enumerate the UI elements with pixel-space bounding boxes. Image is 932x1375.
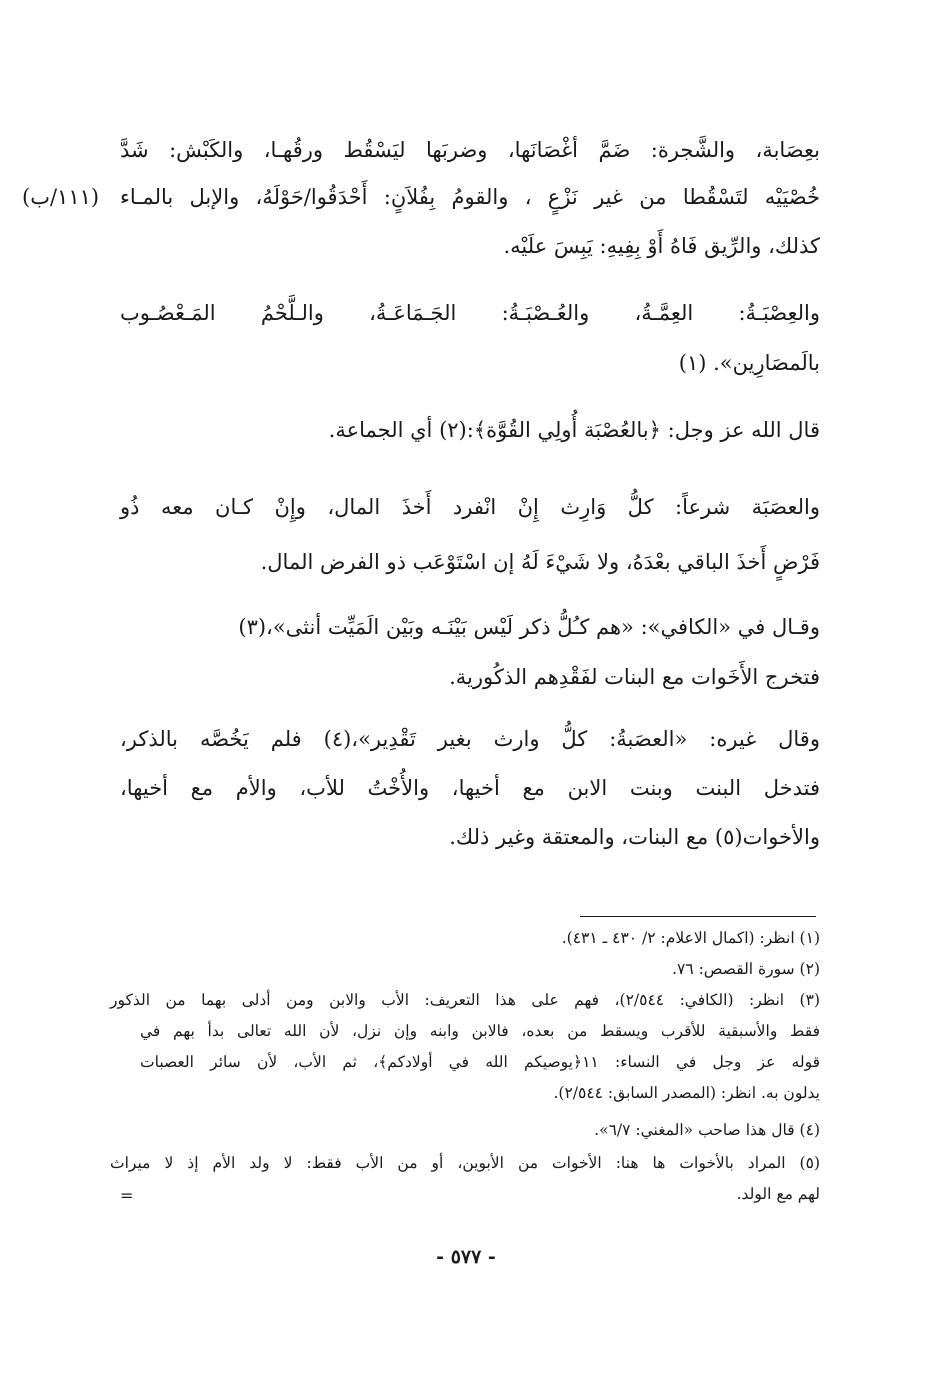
- text-line: وقال غيره: «العصَبةُ: كلُّ وارث بغير تَقْدِير»،(٤) فلم يَخُصَّه بالذكر،: [120, 727, 820, 751]
- text-line: بالَمصَارِين». (١): [678, 351, 820, 375]
- manuscript-folio-note: (١١١/ب): [22, 185, 100, 209]
- text-line: فتدخل البنت وبنت الابن مع أخيها، والأُخْتُ للأب، والأم مع أخيها،: [120, 776, 820, 800]
- text-line: والعِصْبَـةُ: العِمَّـةُ، والعُـصْبَـةُ: الجَـمَاعَـةُ، والـلَّحْمُ المَـعْصُـوب: [120, 301, 820, 325]
- text-line: خُصْيَيْه لتَسْقُطا من غير نَزْعٍ ، والقومُ بِفُلاَنٍ: أَحْدَقُوا/حَوْلَهُ، والإبل بالمـاء: [120, 185, 820, 209]
- footnote-line: يدلون به. انظر: (المصدر السابق: ٢/٥٤٤).: [553, 1084, 820, 1102]
- footnote-line: (٤) قال هذا صاحب «المغني: ٦/٧».: [594, 1121, 820, 1139]
- footnote-separator: [580, 916, 816, 917]
- text-line: والأخوات(٥) مع البنات، والمعتقة وغير ذلك.: [449, 825, 820, 849]
- footnote-line: (١) انظر: (اكمال الاعلام: ٢/ ٤٣٠ ـ ٤٣١).: [561, 929, 820, 947]
- text-line: بعِصَابة، والشَّجرة: ضَمَّ أغْصَانَها، وضربَها ليَسْقُط ورقُهـا، والكَبْش: شَدَّ: [120, 138, 820, 162]
- footnote-line: (٣) انظر: (الكافي: ٢/٥٤٤)، فهم على هذا التعريف: الأب والابن ومن أدلى بهما من الذكور: [110, 991, 820, 1009]
- text-line: قال الله عز وجل: ﴿بالعُصْبَة أُولِي القُوَّة﴾:(٢) أي الجماعة.: [328, 418, 820, 442]
- text-line: وقـال في «الكافي»: «هم كـُلُّ ذكر لَيْس بَيْنَـه وبَيْن الَمَيِّت أنثى»،(٣): [238, 615, 820, 639]
- text-line: والعصَبَة شرعاً: كلُّ وَارِث إِنْ انْفرد أَخذَ المال، وإِنْ كـان معه ذُو: [120, 495, 820, 519]
- footnote-line: قوله عز وجل في النساء: ١١﴿يوصيكم الله في أولادكم﴾، ثم الأب، لأن سائر العصبات: [140, 1053, 820, 1071]
- footnote-line: لهم مع الولد.: [736, 1185, 820, 1203]
- text-line: كذلك، والرِّيق فَاهُ أَوْ بِفِيهِ: يَبِسَ علَيْه.: [503, 234, 820, 258]
- footnote-line: (٥) المراد بالأخوات ها هنا: الأخوات من الأبوين، أو من الأب فقط: لا ولد الأم إذ لا ميراث: [110, 1154, 820, 1172]
- page-number: - ٥٧٧ -: [436, 1246, 496, 1268]
- footnote-line: (٢) سورة القصص: ٧٦.: [672, 960, 820, 978]
- footnote-line: فقط والأسبقية للأقرب ويسقط من بعده، فالابن وابنه وإن نزل، لأن الله تعالى بدأ بهم في: [140, 1022, 820, 1040]
- text-line: فتخرج الأَخَوات مع البنات لفَقْدِهم الذكُورية.: [449, 665, 820, 689]
- text-line: فَرْضٍ أَخذَ الباقي بعْدَهُ، ولا شَيْءَ لَهُ إن اسْتَوْعَب ذو الفرض المال.: [260, 550, 820, 574]
- continuation-marker: =: [120, 1186, 134, 1205]
